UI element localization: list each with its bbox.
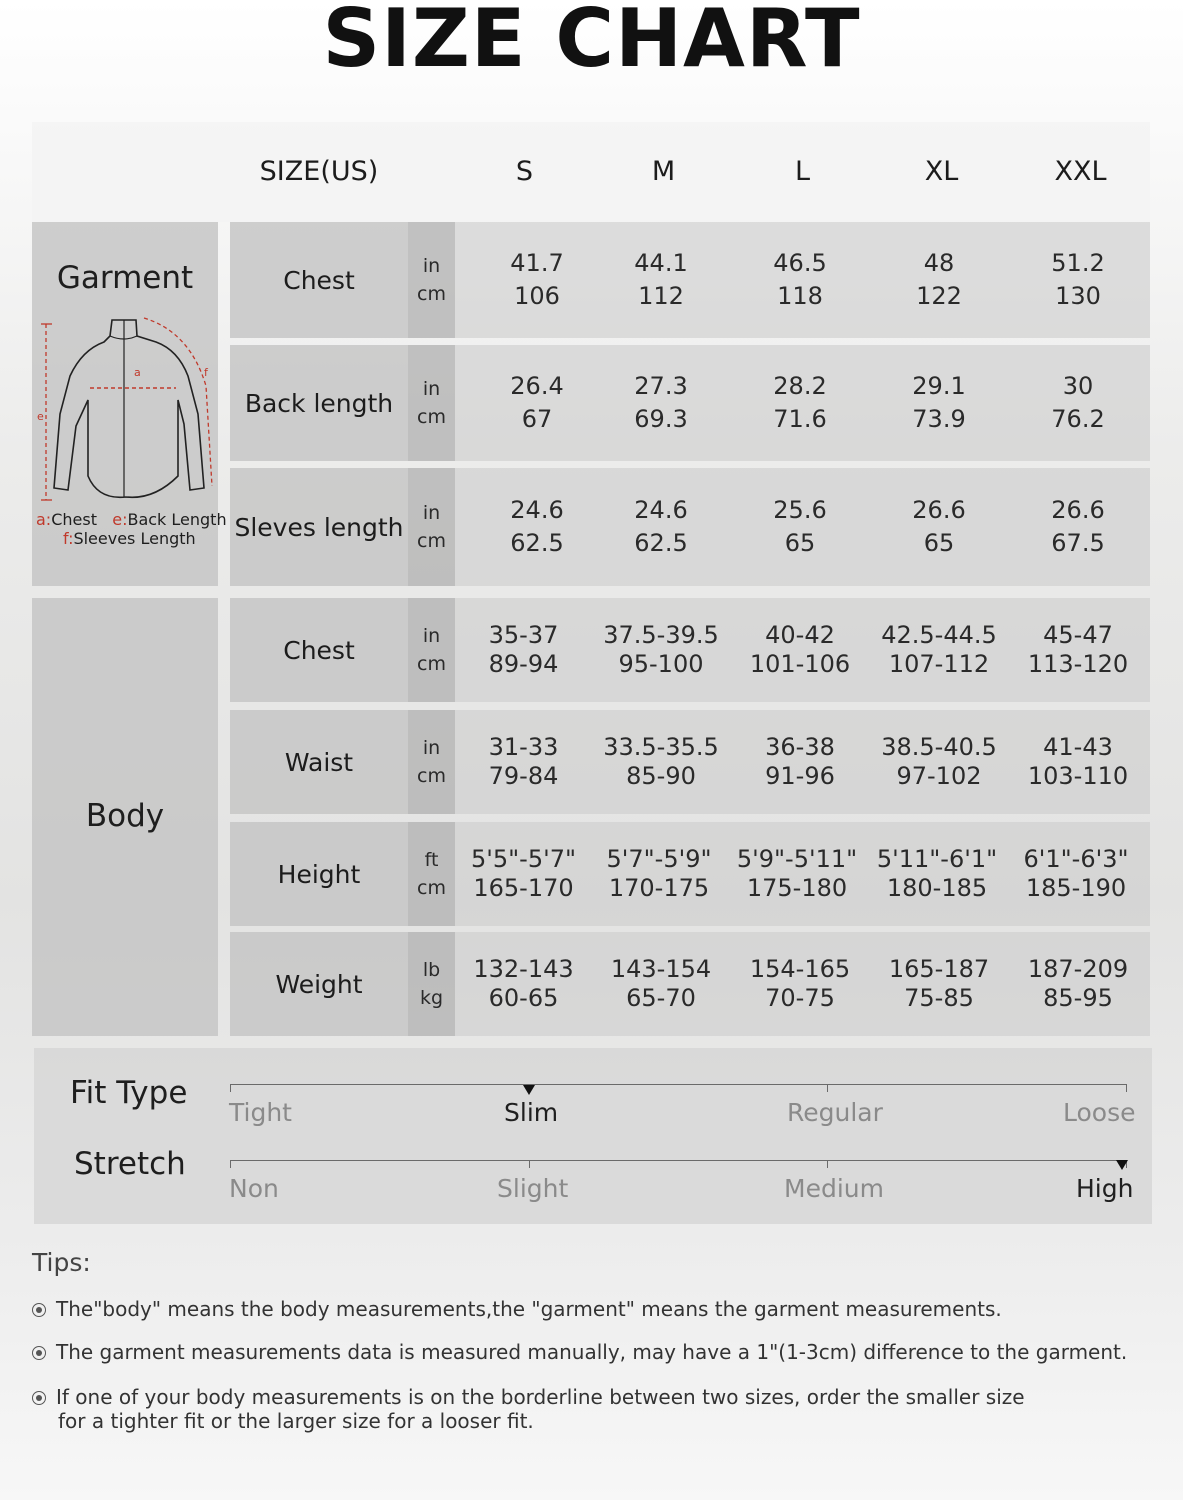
body-panel xyxy=(32,598,218,1036)
unit-in: in xyxy=(422,625,441,647)
scale-tick xyxy=(230,1084,231,1092)
stretch-option-slight: Slight xyxy=(497,1174,569,1203)
legend-f-key: f: xyxy=(63,529,74,548)
stretch-label: Stretch xyxy=(74,1146,186,1182)
unit-cm: cm xyxy=(417,283,446,305)
diagram-letter-f: f xyxy=(204,366,208,379)
unit-in: in xyxy=(422,737,441,759)
bullet-icon xyxy=(32,1346,46,1360)
body-weight-label: Weight xyxy=(230,932,408,1036)
garment-chest-units xyxy=(408,222,455,338)
scale-tick xyxy=(827,1084,828,1092)
garment-back-length-label: Back length xyxy=(230,345,408,461)
unit-lb: lb xyxy=(422,959,441,981)
fit-type-marker-icon xyxy=(523,1085,535,1095)
body-weight-row xyxy=(455,932,1150,1036)
unit-kg: kg xyxy=(419,987,444,1009)
table-cell: 36-38 91-96 xyxy=(765,733,835,790)
garment-back-length-units xyxy=(408,345,455,461)
body-waist-units xyxy=(408,710,455,814)
unit-ft: ft xyxy=(424,849,439,871)
tip-item: If one of your body measurements is on the borderline between two sizes, order the smaller size for a tighter fit or the larger size for a looser fit. xyxy=(32,1385,1162,1433)
stretch-scale xyxy=(230,1160,1126,1161)
table-cell: 6'1"-6'3" 185-190 xyxy=(1023,845,1129,902)
table-cell: 40-42 101-106 xyxy=(749,621,851,678)
stretch-marker-icon xyxy=(1116,1160,1128,1170)
size-us-label: SIZE(US) xyxy=(259,156,379,187)
body-height-label: Height xyxy=(230,822,408,926)
table-cell: 26.6 65 xyxy=(912,496,966,557)
size-m-header: M xyxy=(651,156,676,187)
unit-cm: cm xyxy=(417,877,446,899)
legend-line-1 xyxy=(36,510,227,529)
table-cell: 42.5-44.5 107-112 xyxy=(881,621,997,678)
table-cell: 25.6 65 xyxy=(773,496,827,557)
table-cell: 24.6 62.5 xyxy=(634,496,688,557)
fit-stretch-panel xyxy=(34,1048,1152,1224)
body-waist-row xyxy=(455,710,1150,814)
table-cell: 41-43 103-110 xyxy=(1027,733,1129,790)
table-cell: 132-143 60-65 xyxy=(473,955,574,1012)
table-cell: 46.5 118 xyxy=(773,249,827,310)
table-cell: 33.5-35.5 85-90 xyxy=(603,733,719,790)
body-waist-label: Waist xyxy=(230,710,408,814)
garment-back-length-row xyxy=(455,345,1150,461)
table-cell: 31-33 79-84 xyxy=(488,733,559,790)
fit-option-slim: Slim xyxy=(504,1098,559,1127)
table-cell: 26.4 67 xyxy=(510,372,564,433)
table-cell: 37.5-39.5 95-100 xyxy=(603,621,719,678)
garment-title: Garment xyxy=(56,260,194,296)
legend-e-text: Back Length xyxy=(127,510,227,529)
fit-option-regular: Regular xyxy=(787,1098,883,1127)
size-xxl-header: XXL xyxy=(1054,156,1107,187)
garment-sleeves-length-label: Sleves length xyxy=(230,468,408,586)
scale-tick xyxy=(529,1160,530,1168)
garment-sleeves-length-row xyxy=(455,468,1150,586)
table-cell: 5'7"-5'9" 170-175 xyxy=(606,845,712,902)
tip-item: The garment measurements data is measured manually, may have a 1"(1-3cm) difference to the garment. xyxy=(32,1340,1162,1364)
jacket-diagram xyxy=(38,314,214,504)
table-cell: 165-187 75-85 xyxy=(888,955,990,1012)
body-weight-units xyxy=(408,932,455,1036)
page-title: SIZE CHART xyxy=(322,0,861,85)
legend-e-key: e: xyxy=(112,510,128,529)
table-cell: 28.2 71.6 xyxy=(773,372,827,433)
size-s-header: S xyxy=(515,156,534,187)
legend-a-text: Chest xyxy=(51,510,97,529)
table-cell: 29.1 73.9 xyxy=(912,372,966,433)
table-cell: 35-37 89-94 xyxy=(488,621,559,678)
unit-in: in xyxy=(422,378,441,400)
fit-type-scale xyxy=(230,1084,1126,1085)
table-cell: 154-165 70-75 xyxy=(749,955,851,1012)
legend-a-key: a: xyxy=(36,510,52,529)
bullet-icon xyxy=(32,1303,46,1317)
garment-panel xyxy=(32,222,227,586)
tips-title: Tips: xyxy=(32,1248,91,1277)
unit-cm: cm xyxy=(417,765,446,787)
stretch-option-medium: Medium xyxy=(784,1174,884,1203)
scale-tick xyxy=(230,1160,231,1168)
fit-type-label: Fit Type xyxy=(70,1075,188,1111)
fit-option-loose: Loose xyxy=(1063,1098,1136,1127)
size-xl-header: XL xyxy=(924,156,959,187)
garment-chest-label: Chest xyxy=(230,222,408,338)
table-cell: 51.2 130 xyxy=(1051,249,1105,310)
size-l-header: L xyxy=(794,156,811,187)
table-cell: 38.5-40.5 97-102 xyxy=(881,733,997,790)
body-chest-units xyxy=(408,598,455,702)
unit-in: in xyxy=(422,255,441,277)
tip-item-continuation: for a tighter fit or the larger size for a looser fit. xyxy=(58,1409,534,1433)
scale-tick xyxy=(827,1160,828,1168)
legend-line-2 xyxy=(63,529,196,548)
diagram-letter-a: a xyxy=(134,366,141,379)
table-cell: 27.3 69.3 xyxy=(634,372,688,433)
body-height-units xyxy=(408,822,455,926)
unit-cm: cm xyxy=(417,530,446,552)
body-chest-label: Chest xyxy=(230,598,408,702)
body-chest-row xyxy=(455,598,1150,702)
scale-tick xyxy=(1126,1084,1127,1092)
table-cell: 5'11"-6'1" 180-185 xyxy=(876,845,998,902)
tip-item: The"body" means the body measurements,the "garment" means the garment measurements. xyxy=(32,1297,1162,1321)
table-cell: 187-209 85-95 xyxy=(1027,955,1129,1012)
table-cell: 48 122 xyxy=(916,249,962,310)
fit-option-tight: Tight xyxy=(229,1098,292,1127)
table-cell: 5'5"-5'7" 165-170 xyxy=(470,845,576,902)
garment-sleeves-length-units xyxy=(408,468,455,586)
diagram-letter-e: e xyxy=(37,410,44,423)
legend-f-text: Sleeves Length xyxy=(73,529,196,548)
unit-in: in xyxy=(422,502,441,524)
unit-cm: cm xyxy=(417,653,446,675)
table-cell: 45-47 113-120 xyxy=(1027,621,1129,678)
bullet-icon xyxy=(32,1391,46,1405)
body-title: Body xyxy=(85,798,165,834)
stretch-option-high: High xyxy=(1076,1174,1134,1203)
table-cell: 5'9"-5'11" 175-180 xyxy=(736,845,858,902)
table-cell: 41.7 106 xyxy=(510,249,564,310)
table-cell: 44.1 112 xyxy=(634,249,688,310)
stretch-option-non: Non xyxy=(229,1174,279,1203)
table-cell: 143-154 65-70 xyxy=(610,955,712,1012)
table-cell: 24.6 62.5 xyxy=(510,496,564,557)
garment-chest-row xyxy=(455,222,1150,338)
table-cell: 26.6 67.5 xyxy=(1051,496,1105,557)
body-height-row xyxy=(455,822,1150,926)
unit-cm: cm xyxy=(417,406,446,428)
table-cell: 30 76.2 xyxy=(1051,372,1105,433)
